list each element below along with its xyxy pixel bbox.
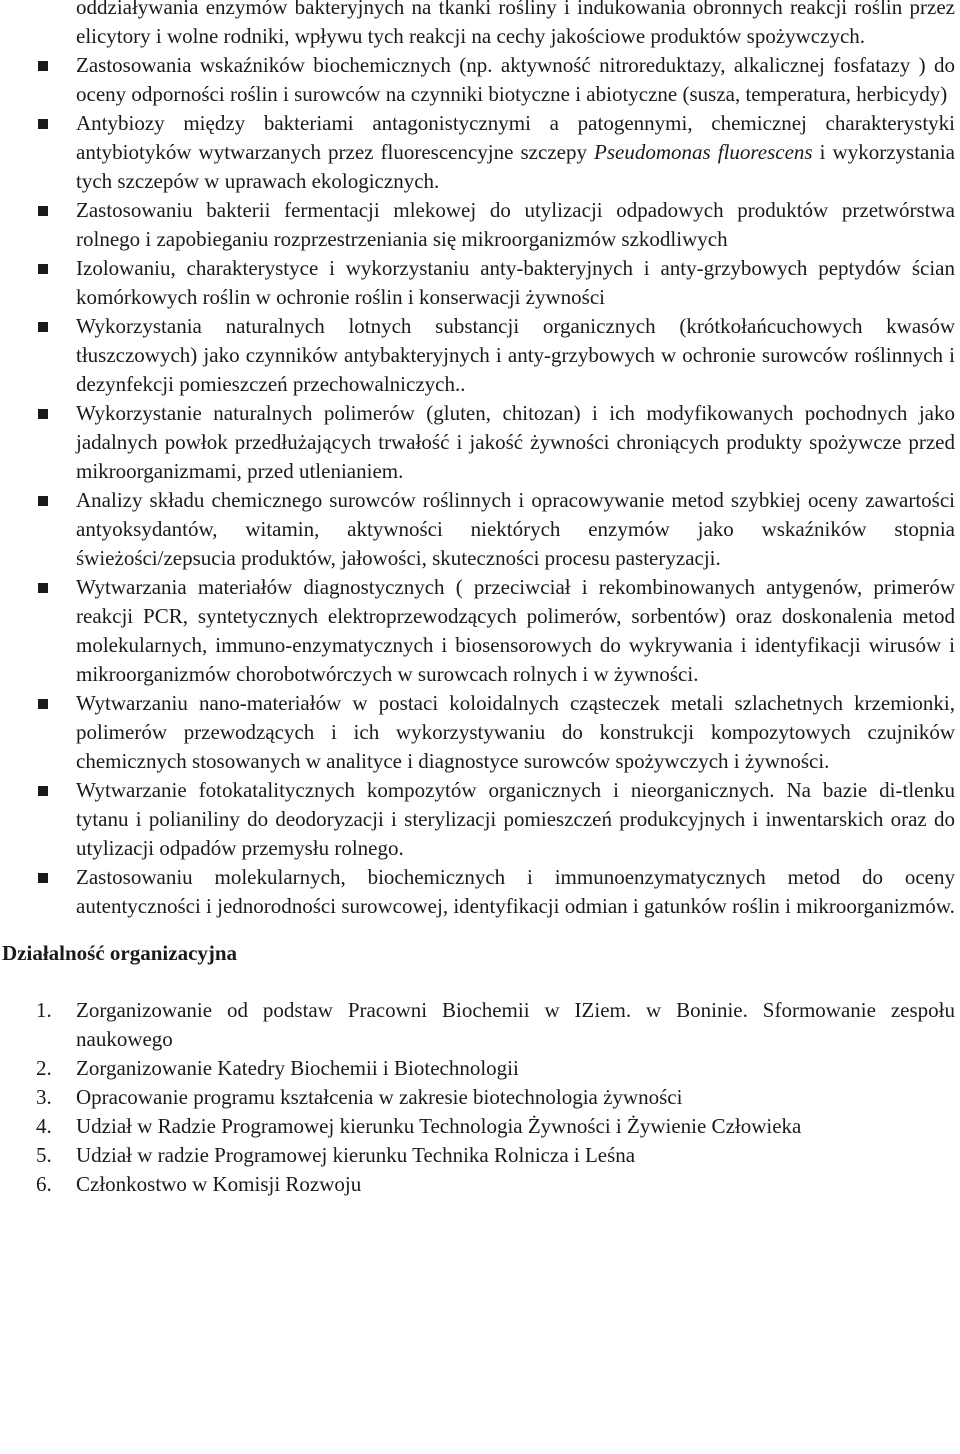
numbered-text: Opracowanie programu kształcenia w zakresie biotechnologia żywności (76, 1085, 683, 1109)
numbered-item (0, 996, 960, 1054)
square-bullet-icon (38, 264, 48, 274)
numbered-item (0, 1083, 960, 1112)
square-bullet-icon (38, 583, 48, 593)
item-number: 5. (36, 1143, 52, 1167)
bullet-text: Wykorzystania naturalnych lotnych substancji organicznych (krótkołańcuchowych kwasów tłuszczowych) jako czynników antybakteryjnych i anty-grzybowych w ochronie surowców roślinnych i dezynfekcji pomieszczeń przechowalniczych.. (76, 314, 955, 396)
bullet-text: Analizy składu chemicznego surowców roślinnych i opracowywanie metod szybkiej oceny zawartości antyoksydantów, witamin, aktywności niektórych enzymów jako wskaźników stopnia świeżości/zepsucia produktów, jałowości, skuteczności procesu pasteryzacji. (76, 488, 955, 570)
square-bullet-icon (38, 496, 48, 506)
bullet-item (0, 689, 960, 776)
bullet-item (0, 51, 960, 109)
item-number: 1. (36, 998, 52, 1022)
organizational-numbered-list (0, 996, 960, 1199)
square-bullet-icon (38, 409, 48, 419)
item-number: 4. (36, 1114, 52, 1138)
bullet-item (0, 573, 960, 689)
bullet-text: Wytwarzania materiałów diagnostycznych ( przeciwciał i rekombinowanych antygenów, primerów reakcji PCR, syntetycznych elektroprzewodzących polimerów, sorbentów) oraz doskonalenia metod molekularnych, immuno-enzymatycznych i biosensorowych do wykrywania i identyfikacji wirusów i mikroorganizmów chorobotwórczych w surowcach rolnych i w żywności. (76, 575, 955, 686)
square-bullet-icon (38, 206, 48, 216)
numbered-item (0, 1170, 960, 1199)
bullet-item (0, 196, 960, 254)
bullet-text: Antybiozy między bakteriami antagonistycznymi a patogennymi, chemicznej charakterystyki antybiotyków wytwarzanych przez fluorescencyjne szczepy (76, 111, 955, 164)
square-bullet-icon (38, 873, 48, 883)
numbered-text: Zorganizowanie Katedry Biochemii i Biotechnologii (76, 1056, 519, 1080)
square-bullet-icon (38, 322, 48, 332)
bullet-text: Wytwarzanie fotokatalitycznych kompozytów organicznych i nieorganicznych. Na bazie di-tlenku tytanu i polianiliny do deodoryzacji i sterylizacji pomieszczeń produkcyjnych i inwentarskich oraz do utylizacji odpadów przemysłu rolnego. (76, 778, 955, 860)
bullet-text: Izolowaniu, charakterystyce i wykorzystaniu anty-bakteryjnych i anty-grzybowych peptydów ścian komórkowych roślin w ochronie roślin i konserwacji żywności (76, 256, 955, 309)
bullet-text: Wykorzystanie naturalnych polimerów (gluten, chitozan) i ich modyfikowanych pochodnych jako jadalnych powłok przedłużających trwałość i jakość żywności chroniących produkty spożywcze przed mikroorganizmami, przed utlenianiem. (76, 401, 955, 483)
bullet-text: Wytwarzaniu nano-materiałów w postaci koloidalnych cząsteczek metali szlachetnych krzemionki, polimerów przewodzących i ich wykorzystywaniu do konstrukcji kompozytowych czujników chemicznych stosowanych w analityce i diagnostyce surowców spożywczych i żywności. (76, 691, 955, 773)
item-number: 3. (36, 1085, 52, 1109)
bullet-item (0, 312, 960, 399)
square-bullet-icon (38, 61, 48, 71)
numbered-item (0, 1141, 960, 1170)
bullet-item (0, 109, 960, 196)
square-bullet-icon (38, 699, 48, 709)
bullet-item (0, 0, 960, 51)
numbered-item (0, 1112, 960, 1141)
bullet-item (0, 863, 960, 921)
numbered-item (0, 1054, 960, 1083)
bullet-item (0, 254, 960, 312)
bullet-item (0, 399, 960, 486)
item-number: 2. (36, 1056, 52, 1080)
numbered-text: Udział w radzie Programowej kierunku Technika Rolnicza i Leśna (76, 1143, 636, 1167)
bullet-item (0, 776, 960, 863)
bullet-italic-species: Pseudomonas fluorescens (594, 140, 813, 164)
section-heading: Działalność organizacyjna (2, 941, 238, 965)
numbered-text: Udział w Radzie Programowej kierunku Technologia Żywności i Żywienie Człowieka (76, 1114, 802, 1138)
square-bullet-icon (38, 119, 48, 129)
bullet-item (0, 486, 960, 573)
bullet-text: i wykorzystania tych szczepów w uprawach ekologicznych. (76, 140, 956, 193)
bullet-text: Zastosowaniu bakterii fermentacji mlekowej do utylizacji odpadowych produktów przetwórstwa rolnego i zapobieganiu rozprzestrzeniania się mikroorganizmów szkodliwych (76, 198, 955, 251)
bullet-text: Zastosowaniu molekularnych, biochemicznych i immunoenzymatycznych metod do oceny autentyczności i jednorodności surowcowej, identyfikacji odmian i gatunków roślin i mikroorganizmów. (76, 865, 955, 918)
bullet-text: oddziaływania enzymów bakteryjnych na tkanki rośliny i indukowania obronnych reakcji roślin przez elicytory i wolne rodniki, wpływu tych reakcji na cechy jakościowe produktów spożywczych. (76, 0, 955, 48)
numbered-text: Zorganizowanie od podstaw Pracowni Biochemii w IZiem. w Boninie. Sformowanie zespołu naukowego (76, 998, 955, 1051)
bullet-text: Zastosowania wskaźników biochemicznych (np. aktywność nitroreduktazy, alkalicznej fosfatazy ) do oceny odporności roślin i surowców na czynniki biotyczne i abiotyczne (susza, temperatura, herbicydy) (76, 53, 955, 106)
numbered-text: Członkostwo w Komisji Rozwoju (76, 1172, 362, 1196)
item-number: 6. (36, 1172, 52, 1196)
square-bullet-icon (38, 786, 48, 796)
